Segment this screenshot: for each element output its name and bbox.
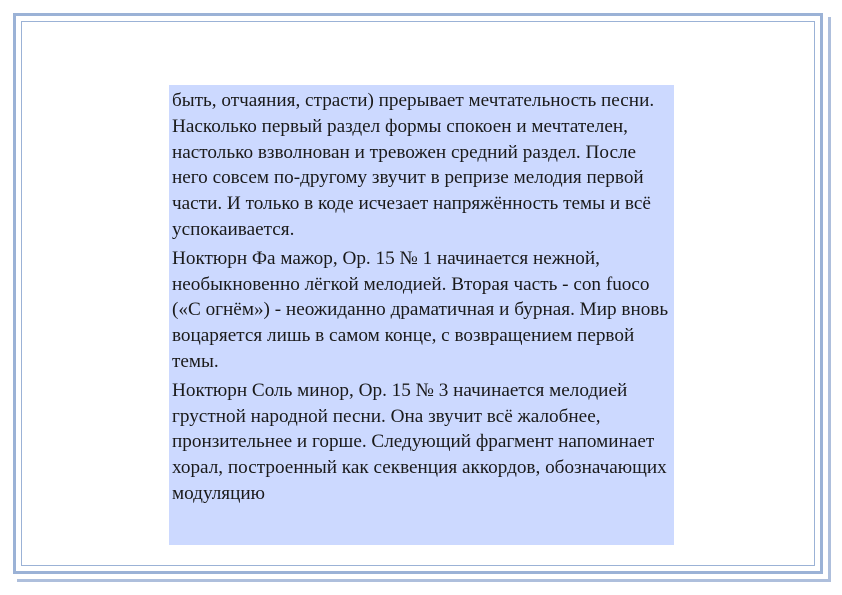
paragraph-1: быть, отчаяния, страсти) прерывает мечтательность песни. Насколько первый раздел формы спокоен и мечтателен, настолько взволнован и тревожен средний раздел. После него совсем по-другому звучит в репризе мелодия первой части. И только в коде исчезает напряжённость темы и всё успокаивается. [172,90,655,240]
paragraph-2: Ноктюрн Фа мажор, Ор. 15 № 1 начинается нежной, необыкновенно лёгкой мелодией. Вторая часть - con fuoco («С огнём») - неожиданно драматичная и бурная. Мир вновь воцаряется лишь в самом конце, с возвращением первой темы. [172,247,669,372]
text-box [169,85,674,545]
paragraph-3: Ноктюрн Соль минор, Ор. 15 № 3 начинается мелодией грустной народной песни. Она звучит всё жалобнее, пронзительнее и горше. Следующий фрагмент напоминает хорал, построенный как секвенция аккордов, обозначающих модуляцию [172,379,667,504]
